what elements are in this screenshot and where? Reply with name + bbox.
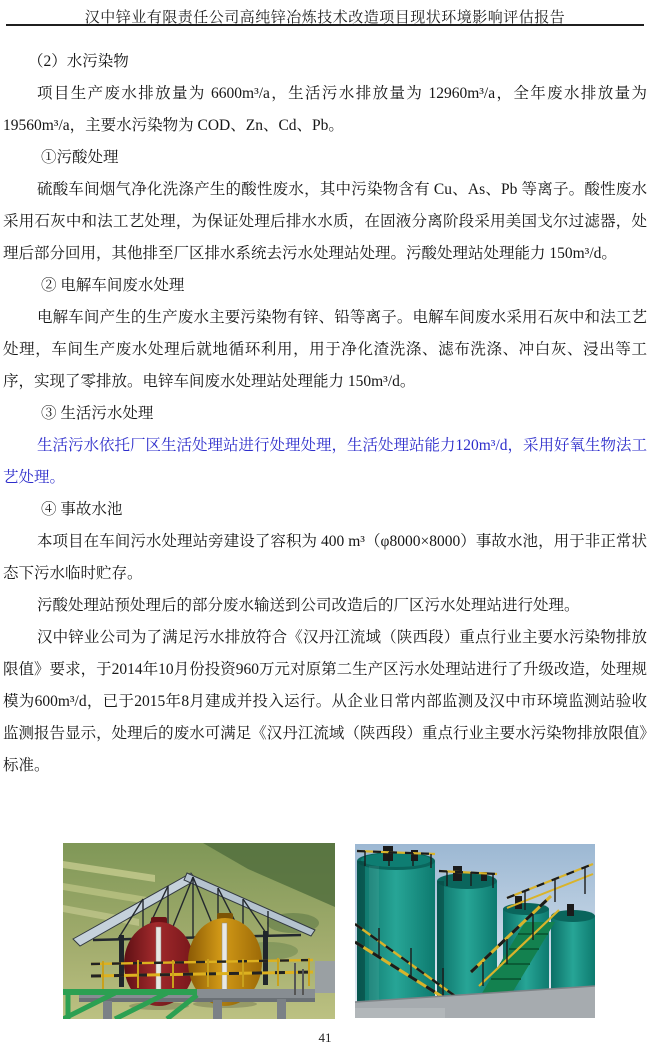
page-number: 41 — [318, 1030, 332, 1045]
report-title: 汉中锌业有限责任公司高纯锌冶炼技术改造项目现状环境影响评估报告 — [84, 10, 566, 26]
para-discharge-volumes: 项目生产废水排放量为 6600m³/a，生活污水排放量为 12960m³/a，全年废水排放量为 19560m³/a，主要水污染物为 COD、Zn、Cd、Pb。 — [3, 85, 647, 134]
photo-acid-storage-tanks — [63, 843, 335, 1019]
para-pretreated-wastewater: 污酸处理站预处理后的部分废水输送到公司改造后的厂区污水处理站进行处理。 — [37, 597, 580, 614]
para-domestic-sewage-blue: 生活污水依托厂区生活处理站进行处理处理，生活处理站能力120m³/d，采用好氧生物法工艺处理。 — [3, 437, 648, 486]
photo-treatment-tanks — [355, 844, 595, 1018]
heading-electrolysis-wastewater: ② 电解车间废水处理 — [41, 277, 185, 294]
para-upgrade-project: 汉中锌业公司为了满足污水排放符合《汉丹江流域（陕西段）重点行业主要水污染物排放限值》要求，于2014年10月份投资960万元对原第二生产区污水处理站进行了升级改造，处理规模为600m³/d，已于2015年8月建成并投入运行。从企业日常内部监测及汉中市环境监测站验收监测报告显示，处理后的废水可满足《汉丹江流域（陕西段）重点行业主要水污染物排放限值》标准。 — [3, 629, 647, 774]
acid-tanks-illustration — [63, 843, 335, 1019]
heading-waste-acid-treatment: ①污酸处理 — [41, 149, 119, 166]
para-waste-acid-treatment: 硫酸车间烟气净化洗涤产生的酸性废水，其中污染物含有 Cu、As、Pb 等离子。酸性废水采用石灰中和法工艺处理，为保证处理后排水水质，在固液分离阶段采用美国戈尔过滤器，处理后部分回用，其他排至厂区排水系统去污水处理站处理。污酸处理站处理能力 150m³/d。 — [3, 181, 647, 262]
heading-water-pollutants: （2）水污染物 — [28, 53, 129, 70]
header-rule — [6, 24, 644, 26]
para-electrolysis-wastewater: 电解车间产生的生产废水主要污染物有锌、铅等离子。电解车间废水采用石灰中和法工艺处理，车间生产废水处理后就地循环利用，用于净化渣洗涤、滤布洗涤、冲白灰、浸出等工序，实现了零排放。电锌车间废水处理站处理能力 150m³/d。 — [3, 309, 647, 390]
page-header — [0, 0, 650, 27]
photo-row — [0, 843, 650, 1023]
heading-accident-pool: ④ 事故水池 — [41, 501, 123, 518]
document-body — [3, 46, 647, 782]
heading-domestic-sewage: ③ 生活污水处理 — [41, 405, 154, 422]
treatment-tanks-illustration — [355, 844, 595, 1018]
para-accident-pool: 本项目在车间污水处理站旁建设了容积为 400 m³（φ8000×8000）事故水池，用于非正常状态下污水临时贮存。 — [3, 533, 647, 582]
